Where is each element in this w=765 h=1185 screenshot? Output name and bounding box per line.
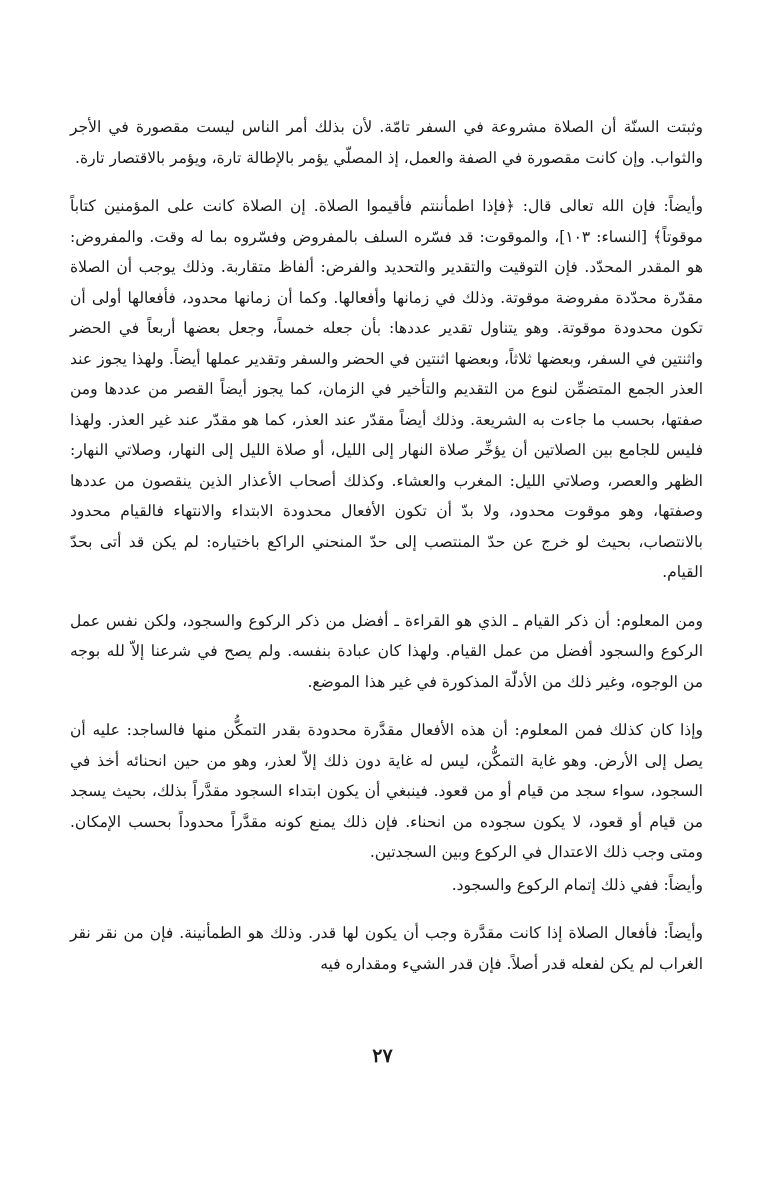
paragraph-2: وأيضاً: فإن الله تعالى قال: ﴿فإذا اطمأننتم فأقيموا الصلاة. إن الصلاة كانت على المؤمنين كتاباً موقوتاً﴾ [النساء: ١٠٣]، والموقوت: قد فسّره السلف بالمفروض وفسّروه بما له وقت. والمفروض: هو المقدر المحدّد. فإن التوقيت والتقدير والتحديد والفرض: ألفاظ متقاربة. وذلك يوجب أن الصلاة مقدّرة محدّدة مفروضة موقوتة. وذلك في زمانها وأفعالها. وكما أن زمانها محدود، فأفعالها أولى أن تكون محدودة موقوتة. وهو يتناول تقدير عددها: بأن جعله خمساً، وجعل بعضها أربعاً في الحضر واثنتين في السفر، وبعضها ثلاثاً، وبعضها اثنتين في الحضر والسفر وتقدير عملها أيضاً. ولهذا يجوز عند العذر الجمع المتضمِّن لنوع من التقديم والتأخير في الزمان، كما يجوز أيضاً القصر من عددها ومن صفتها، بحسب ما جاءت به الشريعة. وذلك أيضاً مقدّر عند العذر، كما هو مقدّر عند غير العذر. ولهذا فليس للجامع بين الصلاتين أن يؤخِّر صلاة النهار إلى الليل، أو صلاة الليل إلى النهار، وصلاتي النهار: الظهر والعصر، وصلاتي الليل: المغرب والعشاء. وكذلك أصحاب الأعذار الذين ينقصون من عددها وصفتها، وهو موقوت محدود، ولا بدّ أن تكون الأفعال محدودة الابتداء والانتهاء فالقيام محدود بالانتصاب، بحيث لو خرج عن حدّ المنتصب إلى حدّ المنحني الراكع باختياره: لم يكن قد أتى بحدّ القيام. xyxy=(70,197,703,581)
paragraph-gap xyxy=(70,697,703,715)
paragraph-gap xyxy=(70,900,703,918)
page-number: ٢٧ xyxy=(372,1045,393,1067)
paragraph-3: ومن المعلوم: أن ذكر القيام ـ الذي هو القراءة ـ أفضل من ذكر الركوع والسجود، ولكن نفس عمل الركوع والسجود أفضل من عمل القيام. ولهذا كان عبادة بنفسه. ولم يصح في شرعنا إلاّ لله بوجه من الوجوه، وغير ذلك من الأدلّة المذكورة في غير هذا الموضع. xyxy=(70,611,703,691)
paragraph-5: وأيضاً: ففي ذلك إتمام الركوع والسجود. xyxy=(451,875,703,894)
paragraph-4: وإذا كان كذلك فمن المعلوم: أن هذه الأفعال مقدَّرة محدودة بقدر التمكُّن منها فالساجد: عليه أن يصل إلى الأرض. وهو غاية التمكُّن، ليس له غاية دون ذلك إلاّ لعذر، وهو من حين انحنائه أخذ في السجود، سواء سجد من قيام أو من قعود. فينبغي أن يكون ابتداء السجود مقدَّراً بذلك، بحيث يسجد من قيام أو قعود، لا يكون سجوده من انحناء. فإن ذلك يمنع كونه مقدَّراً محدوداً بحسب الإمكان. ومتى وجب ذلك الاعتدال في الركوع وبين السجدتين. xyxy=(70,721,703,861)
paragraph-6: وأيضاً: فأفعال الصلاة إذا كانت مقدَّرة وجب أن يكون لها قدر. وذلك هو الطمأنينة. فإن من نقر نقر الغراب لم يكن لفعله قدر أصلاً. فإن قدر الشيء ومقداره فيه xyxy=(70,924,703,973)
paragraph-gap xyxy=(70,588,703,606)
paragraph-gap xyxy=(70,173,703,191)
paragraph-1: وثبتت السنّة أن الصلاة مشروعة في السفر تامّة. لأن بذلك أمر الناس ليست مقصورة في الأجر والثواب. وإن كانت مقصورة في الصفة والعمل، إذ المصلّي يؤمر بالإطالة تارة، ويؤمر بالاقتصار تارة. xyxy=(70,118,703,167)
